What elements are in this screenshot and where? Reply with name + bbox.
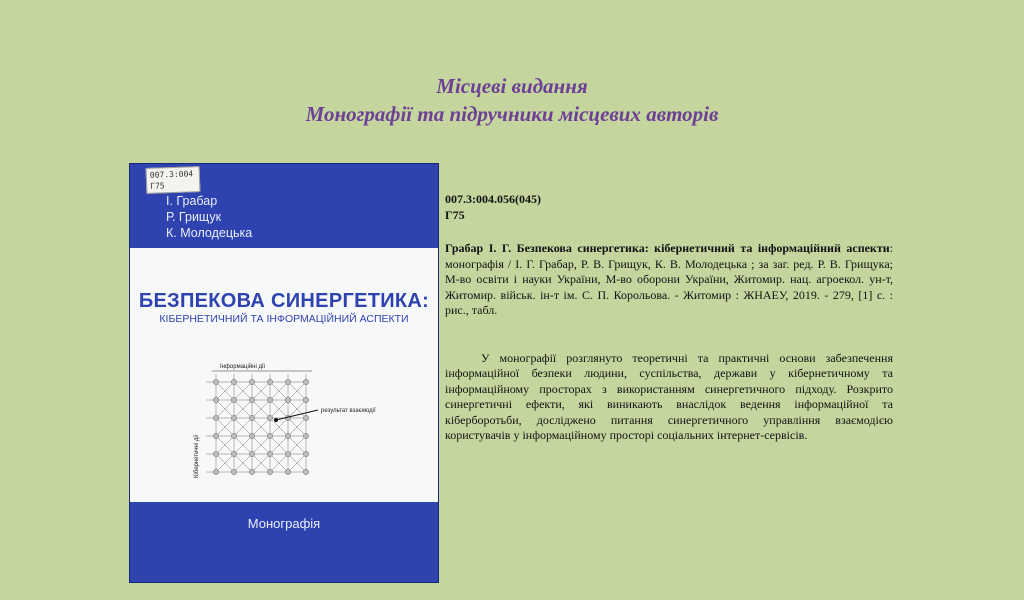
grid-node [303, 469, 308, 474]
annotation: У монографії розглянуто теоретичні та практичні основи забезпечення інформаційної безпеки людини, суспільства, держави у кібернетичному та інформаційному просторах з використанням синергетичного підходу. Розкрито синергетичні ефекти, які виникають внаслідок ведення інформаційної та кіберборотьби, досліджено питання синергетичного управління взаємодією користувачів у інформаційному просторі соціальних інтернет-сервісів. [445, 350, 893, 442]
grid-node [285, 433, 290, 438]
catalog-record [445, 192, 893, 444]
grid-node [267, 433, 272, 438]
grid-node [267, 397, 272, 402]
grid-node [231, 415, 236, 420]
diagram-top-label: Інформаційні дії [220, 364, 265, 370]
bibliographic-description [445, 241, 893, 319]
cover-authors [166, 193, 252, 241]
cover-subtitle: КІБЕРНЕТИЧНИЙ ТА ІНФОРМАЦІЙНИЙ АСПЕКТИ [159, 313, 409, 325]
heading-line-local-editions: Місцеві видання [436, 74, 588, 98]
cover-title: БЕЗПЕКОВА СИНЕРГЕТИКА: [138, 290, 430, 312]
grid-node [267, 379, 272, 384]
grid-node [249, 397, 254, 402]
grid-node [267, 469, 272, 474]
grid-node [303, 397, 308, 402]
grid-node [249, 469, 254, 474]
grid-node [213, 433, 218, 438]
grid-node [213, 415, 218, 420]
diagram-result-label: результат взаємодії [321, 408, 376, 414]
grid-node [213, 451, 218, 456]
cover-author: І. Грабар [166, 194, 218, 208]
grid-node [267, 451, 272, 456]
bib-title: Грабар І. Г. Безпекова синергетика: кібернетичний та інформаційний аспекти [445, 241, 890, 255]
grid-node [249, 415, 254, 420]
interaction-grid-diagram [190, 360, 410, 490]
udc-code: 007.3:004.056(045) [445, 192, 541, 206]
diagram-side-label: Кібернетичні дії [194, 434, 200, 478]
grid-node [285, 469, 290, 474]
grid-node [231, 469, 236, 474]
grid-node [213, 469, 218, 474]
sticker-shelf: Г75 [150, 181, 165, 191]
cover-author: Р. Грищук [166, 210, 222, 224]
grid-node [249, 451, 254, 456]
grid-node [303, 415, 308, 420]
grid-node [285, 451, 290, 456]
heading-line-monographs: Монографії та підручники місцевих авторів [305, 102, 719, 126]
grid-node [249, 379, 254, 384]
section-heading [0, 72, 1024, 128]
grid-node [285, 397, 290, 402]
grid-node [303, 451, 308, 456]
grid-node [213, 397, 218, 402]
grid-node [213, 379, 218, 384]
grid-node [267, 415, 272, 420]
grid-node [249, 433, 254, 438]
grid-node [231, 433, 236, 438]
grid-node [285, 379, 290, 384]
book-cover-image[interactable] [129, 163, 439, 583]
grid-node [231, 397, 236, 402]
cover-author: К. Молодецька [166, 226, 253, 240]
library-sticker [146, 166, 201, 194]
sticker-code: 007.3:004 [149, 169, 194, 180]
grid-node [231, 379, 236, 384]
shelf-code: Г75 [445, 207, 465, 222]
cover-genre: Монографія [247, 516, 321, 531]
bib-details: : монографія / І. Г. Грабар, Р. В. Грищук, К. В. Молодецька ; за заг. ред. Р. В. Грищука; М-во освіти і науки України, М-во оборони України, Житомир. нац. агроекол. ун-т, Житомир. військ. ін-т ім. С. П. Корольова. - Житомир : ЖНАЕУ, 2019. - 279, [1] с. : рис., табл. [445, 241, 893, 317]
grid-node [303, 379, 308, 384]
grid-node [231, 451, 236, 456]
grid-node [303, 433, 308, 438]
